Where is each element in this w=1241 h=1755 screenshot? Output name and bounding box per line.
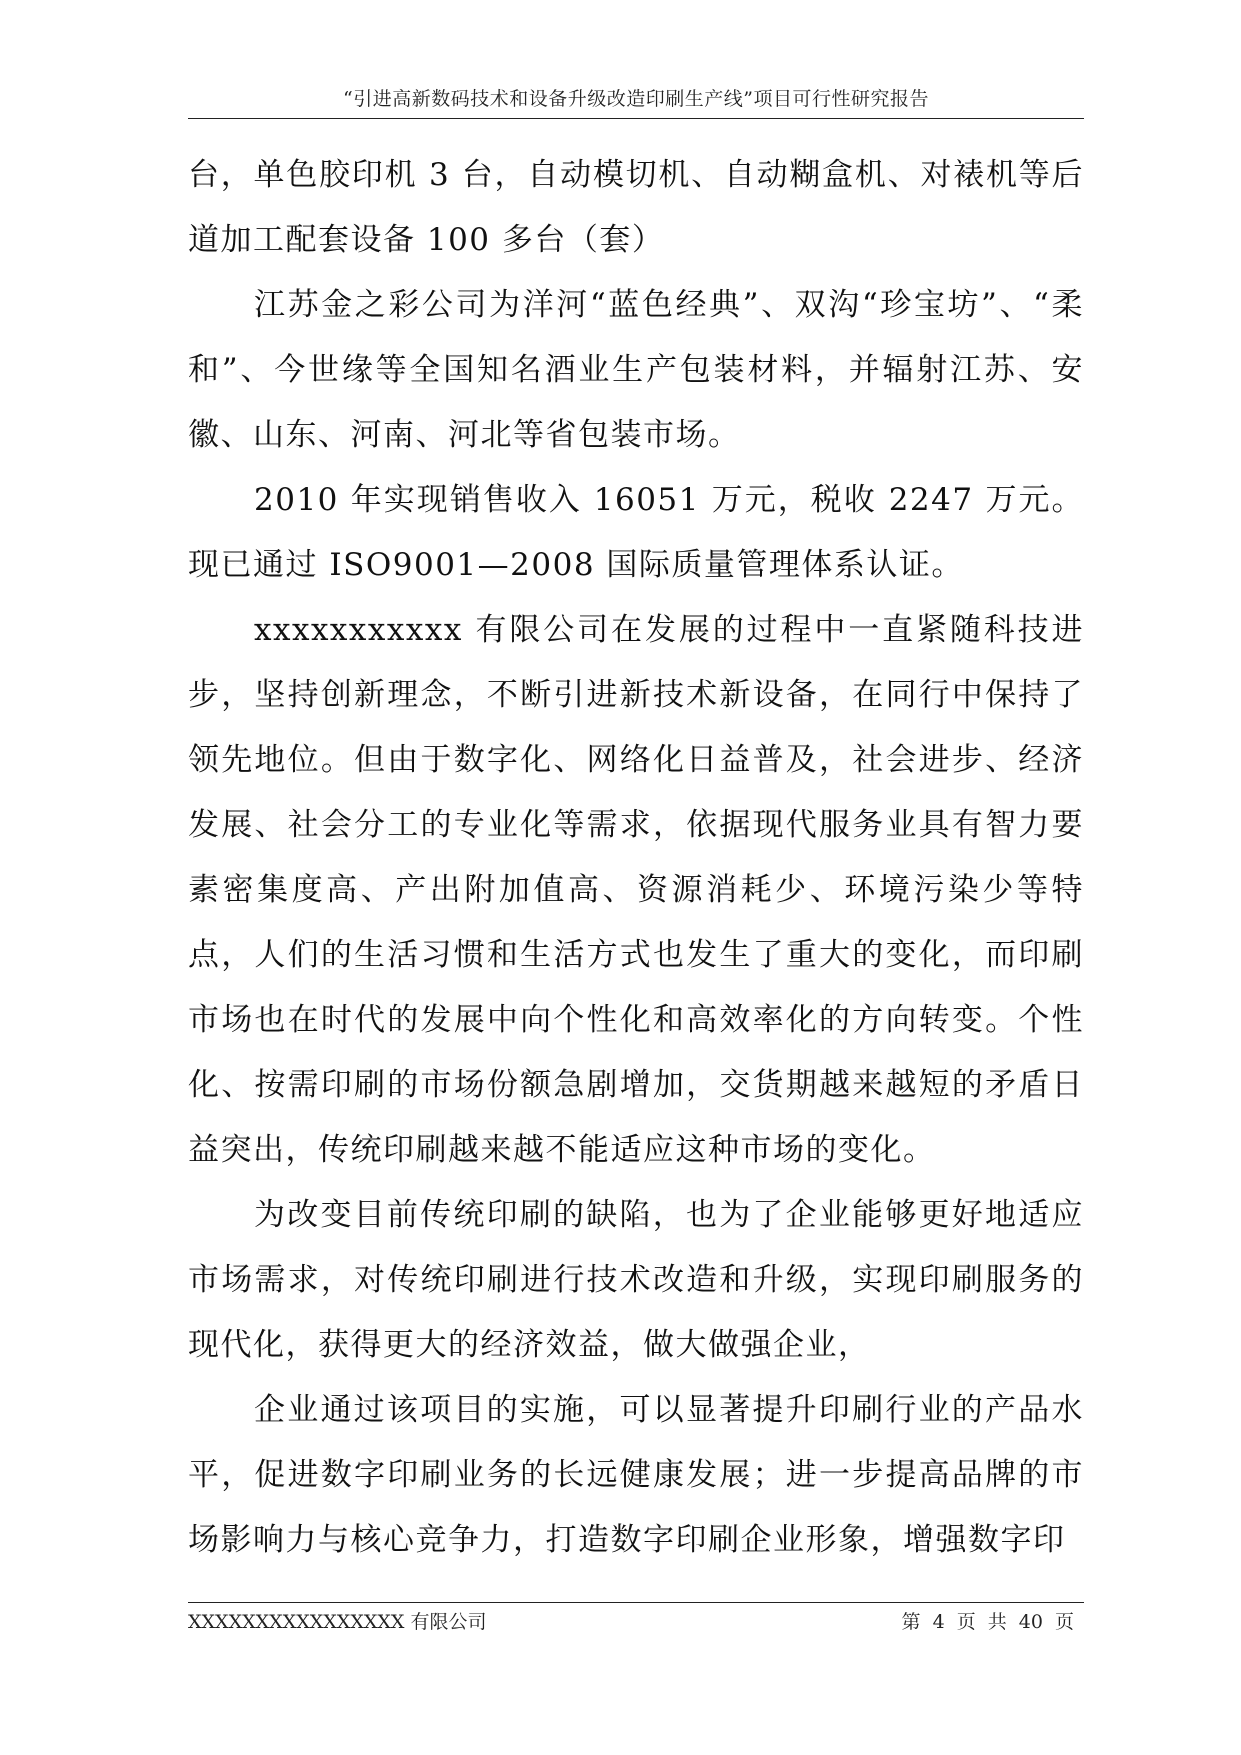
paragraph-revenue: 2010 年实现销售收入 16051 万元，税收 2247 万元。现已通过 ISO9001—2008 国际质量管理体系认证。 bbox=[188, 482, 1084, 583]
document-body bbox=[188, 143, 1084, 1573]
header-divider bbox=[188, 118, 1084, 119]
paragraph-customers: 江苏金之彩公司为洋河“蓝色经典”、双沟“珍宝坊”、“柔和”、今世缘等全国知名酒业生产包装材料，并辐射江苏、安徽、山东、河南、河北等省包装市场。 bbox=[188, 287, 1084, 453]
footer-divider bbox=[188, 1602, 1084, 1603]
paragraph-benefits: 企业通过该项目的实施，可以显著提升印刷行业的产品水平，促进数字印刷业务的长远健康发展；进一步提高品牌的市场影响力与核心竞争力，打造数字印刷企业形象，增强数字印 bbox=[188, 1392, 1084, 1558]
footer-page-number: 第 4 页 共 40 页 bbox=[901, 1611, 1074, 1633]
paragraph-continuation: 台，单色胶印机 3 台，自动模切机、自动糊盒机、对裱机等后道加工配套设备 100 多台（套） bbox=[188, 157, 1084, 258]
paragraph-purpose: 为改变目前传统印刷的缺陷，也为了企业能够更好地适应市场需求，对传统印刷进行技术改造和升级，实现印刷服务的现代化，获得更大的经济效益，做大做强企业， bbox=[188, 1197, 1084, 1363]
footer-company-name: XXXXXXXXXXXXXXXX 有限公司 bbox=[188, 1611, 487, 1633]
page-header-title: “引进高新数码技术和设备升级改造印刷生产线”项目可行性研究报告 bbox=[343, 88, 929, 110]
paragraph-background: xxxxxxxxxxx 有限公司在发展的过程中一直紧随科技进步，坚持创新理念，不断引进新技术新设备，在同行中保持了领先地位。但由于数字化、网络化日益普及，社会进步、经济发展、社会分工的专业化等需求，依据现代服务业具有智力要素密集度高、产出附加值高、资源消耗少、环境污染少等特点，人们的生活习惯和生活方式也发生了重大的变化，而印刷市场也在时代的发展中向个性化和高效率化的方向转变。个性化、按需印刷的市场份额急剧增加，交货期越来越短的矛盾日益突出，传统印刷越来越不能适应这种市场的变化。 bbox=[188, 612, 1084, 1168]
